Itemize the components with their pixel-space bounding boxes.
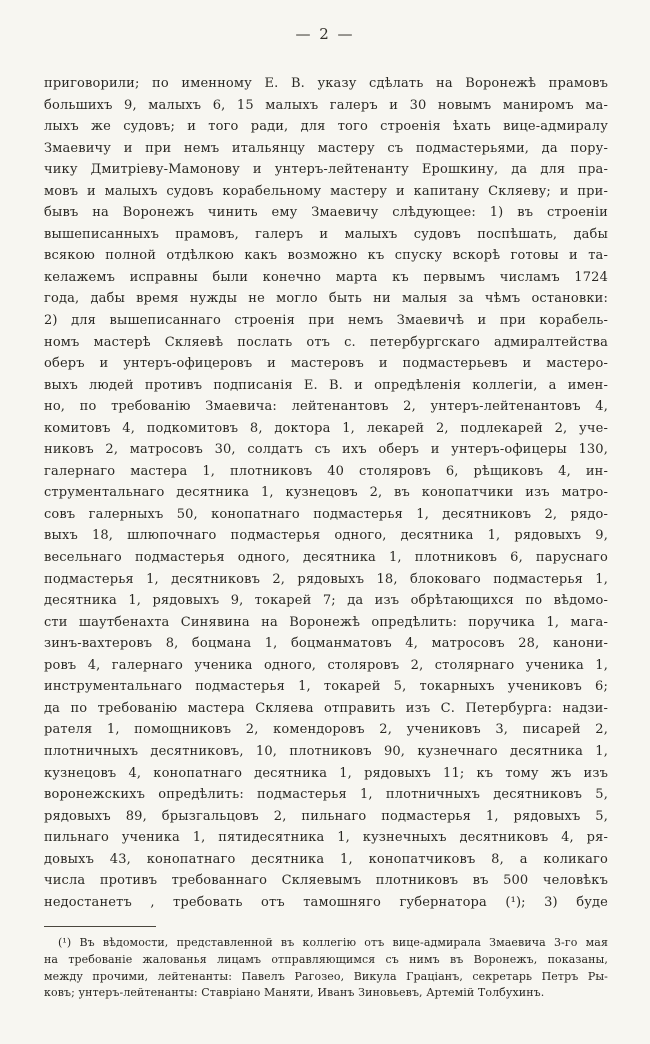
body-text-line: номъ мастерѣ Скляевѣ послать отъ с. петербургскаго адмиралтейства bbox=[44, 334, 608, 350]
body-text-line: чику Дмитріеву-Мамонову и унтеръ-лейтенанту Ерошкину, да для пра- bbox=[44, 162, 608, 178]
body-text-line: приговорили; по именному Е. В. указу сдѣлать на Воронежѣ прамовъ bbox=[44, 76, 608, 91]
body-text-line: Змаевичу и при немъ итальянцу мастеру съ подмастерьями, да пору- bbox=[44, 140, 608, 156]
body-text-line: выхъ 18, шлюпочнаго подмастерья одного, десятника 1, рядовыхъ 9, bbox=[44, 528, 608, 544]
body-text-line: да по требованію мастера Скляева отправить изъ С. Петербурга: надзи- bbox=[44, 700, 608, 716]
footnote-line: на требованіе жалованья лицамъ отправляющимся съ нимъ въ Воронежъ, показаны, bbox=[44, 952, 608, 966]
body-text-line: плотничныхъ десятниковъ, 10, плотниковъ 90, кузнечнаго десятника 1, bbox=[44, 743, 608, 759]
footnote-line: ковъ; унтеръ-лейтенанты: Ставріано Маняти, Иванъ Зиновьевъ, Артемій Толбухинъ. bbox=[44, 986, 545, 1000]
body-text-line: воронежскихъ опредѣлить: подмастерья 1, плотничныхъ десятниковъ 5, bbox=[44, 787, 608, 803]
body-text-line: всякою полной отдѣлкою какъ возможно къ спуску вскорѣ готовы и та- bbox=[44, 248, 608, 264]
body-text bbox=[44, 73, 608, 913]
body-text-line: недостанетъ , требовать отъ тамошняго губернатора (¹); 3) буде bbox=[44, 894, 608, 910]
body-text-line: ровъ 4, галернаго ученика одного, столяровъ 2, столярнаго ученика 1, bbox=[44, 657, 608, 673]
body-text-line: совъ галерныхъ 50, конопатнаго подмастерья 1, десятниковъ 2, рядо- bbox=[44, 506, 608, 522]
body-text-line: зинъ-вахтеровъ 8, боцмана 1, боцманматовъ 4, матросовъ 28, канони- bbox=[44, 636, 608, 652]
body-text-line: лыхъ же судовъ; и того ради, для того строенія ѣхать вице-адмиралу bbox=[44, 119, 608, 135]
body-text-line: десятника 1, рядовыхъ 9, токарей 7; да изъ обрѣтающихся по вѣдомо- bbox=[44, 593, 608, 609]
body-text-line: числа противъ требованнаго Скляевымъ плотниковъ въ 500 человѣкъ bbox=[44, 873, 608, 889]
body-text-line: бывъ на Воронежъ чинить ему Змаевичу слѣдующее: 1) въ строеніи bbox=[44, 205, 608, 221]
body-text-line: 2) для вышеписаннаго строенія при немъ Змаевичѣ и при корабель- bbox=[44, 313, 608, 329]
body-text-line: пильнаго ученика 1, пятидесятника 1, кузнечныхъ десятниковъ 4, ря- bbox=[44, 830, 608, 846]
footnote-separator bbox=[44, 926, 156, 927]
body-text-line: никовъ 2, матросовъ 30, солдатъ съ ихъ оберъ и унтеръ-офицеры 130, bbox=[44, 442, 608, 458]
page-number: — 2 — bbox=[295, 25, 355, 43]
body-text-line: выхъ людей противъ подписанія Е. В. и опредѣленія коллегіи, а имен- bbox=[44, 377, 608, 393]
body-text-line: келажемъ исправны были конечно марта къ первымъ числамъ 1724 bbox=[44, 269, 608, 285]
body-text-line: рателя 1, помощниковъ 2, комендоровъ 2, учениковъ 3, писарей 2, bbox=[44, 722, 608, 738]
body-text-line: но, по требованію Змаевича: лейтенантовъ 2, унтеръ-лейтенантовъ 4, bbox=[44, 399, 608, 415]
body-text-line: весельнаго подмастерья одного, десятника 1, плотниковъ 6, паруснаго bbox=[44, 550, 608, 566]
body-text-line: струментальнаго десятника 1, кузнецовъ 2, въ конопатчики изъ матро- bbox=[44, 485, 608, 501]
body-text-line: оберъ и унтеръ-офицеровъ и мастеровъ и подмастерьевъ и мастеро- bbox=[44, 356, 608, 372]
body-text-line: большихъ 9, малыхъ 6, 15 малыхъ галеръ и 30 новымъ маниромъ ма- bbox=[44, 97, 608, 113]
body-text-line: мовъ и малыхъ судовъ корабельному мастеру и капитану Скляеву; и при- bbox=[44, 183, 608, 199]
body-text-line: комитовъ 4, подкомитовъ 8, доктора 1, лекарей 2, подлекарей 2, уче- bbox=[44, 420, 608, 436]
body-text-line: рядовыхъ 89, брызгальцовъ 2, пильнаго подмастерья 1, рядовыхъ 5, bbox=[44, 808, 608, 824]
body-text-line: инструментальнаго подмастерья 1, токарей 5, токарныхъ учениковъ 6; bbox=[44, 679, 608, 695]
body-text-line: довыхъ 43, конопатнаго десятника 1, конопатчиковъ 8, а коликаго bbox=[44, 851, 608, 867]
footnote-line: (¹) Въ вѣдомости, представленной въ коллегію отъ вице-адмирала Змаевича 3-го мая bbox=[58, 936, 608, 949]
body-text-line: галернаго мастера 1, плотниковъ 40 столяровъ 6, рѣщиковъ 4, ин- bbox=[44, 463, 608, 479]
footnote-line: между прочими, лейтенанты: Павелъ Рагозео, Викула Граціанъ, секретарь Петръ Ры- bbox=[44, 969, 608, 983]
body-text-line: года, дабы время нужды не могло быть ни малыя за чѣмъ остановки: bbox=[44, 291, 608, 307]
body-text-line: сти шаутбенахта Синявина на Воронежѣ опредѣлить: поручика 1, мага- bbox=[44, 614, 608, 630]
footnote bbox=[44, 926, 608, 1002]
body-text-line: вышеписанныхъ прамовъ, галеръ и малыхъ судовъ поспѣшать, дабы bbox=[44, 226, 608, 242]
body-text-line: подмастерья 1, десятниковъ 2, рядовыхъ 18, блоковаго подмастерья 1, bbox=[44, 571, 608, 587]
footnote-text bbox=[44, 935, 608, 1002]
body-text-line: кузнецовъ 4, конопатнаго десятника 1, рядовыхъ 11; къ тому жъ изъ bbox=[44, 765, 608, 781]
